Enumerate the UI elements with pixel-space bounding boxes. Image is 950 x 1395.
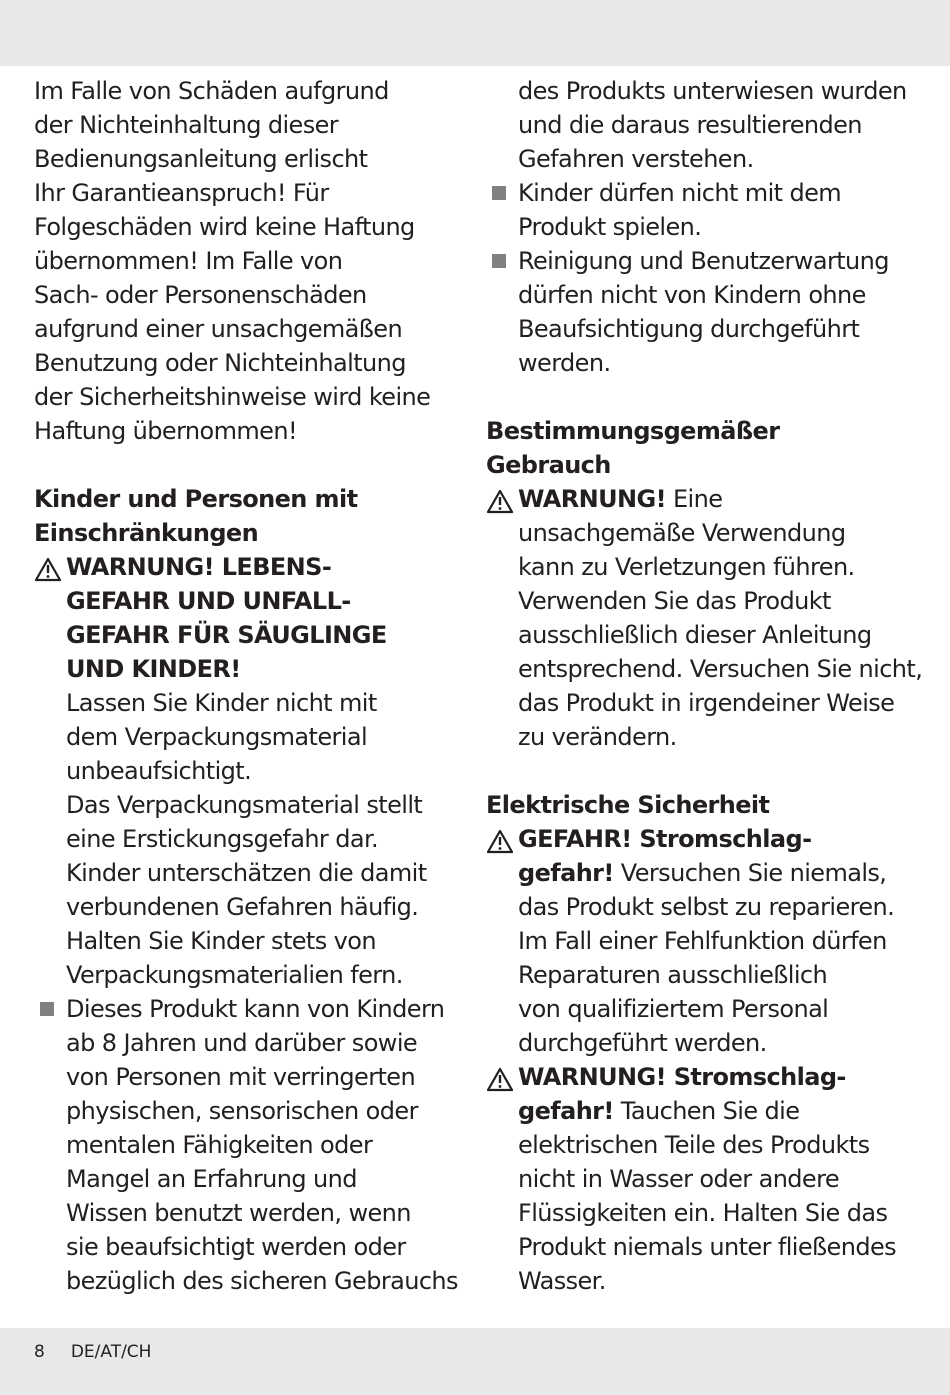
right-column [486, 74, 926, 1298]
danger-block-electric-shock: GEFAHR! Stromschlag- gefahr! Versuchen Sie niemals, das Produkt selbst zu reparieren. Im Fall einer Fehlfunktion dürfen Reparaturen ausschließlich von qualifiziertem Personal durchgeführt werden. [486, 822, 926, 1060]
language-codes: DE/AT/CH [70, 1342, 152, 1362]
section-heading-electrical-safety: Elektrische Sicherheit [486, 791, 770, 819]
warning-block-children: WARNUNG! LEBENS- GEFAHR UND UNFALL- GEFAHR FÜR SÄUGLINGE UND KINDER! Lassen Sie Kinder nicht mit dem Verpackungsmaterial unbeaufsichtigt. Das Verpackungsmaterial stellt eine Erstickungsgefahr dar. Kinder unterschätzen die damit verbundenen Gefahren häufig. Halten Sie Kinder stets von Verpackungsmaterialien fern. [34, 550, 474, 992]
bullet-item-supervision: Dieses Produkt kann von Kindern ab 8 Jahren und darüber sowie von Personen mit verringerten physischen, sensorischen oder mentalen Fähigkeiten oder Mangel an Erfahrung und Wissen benutzt werden, wenn sie beaufsichtigt werden oder bezüglich des sicheren Gebrauchs [34, 992, 474, 1298]
square-bullet-icon [40, 1002, 54, 1016]
warning-triangle-icon [486, 822, 514, 856]
warning-triangle-icon [486, 1060, 514, 1094]
bullet-continuation: des Produkts unterwiesen wurden und die daraus resultierenden Gefahren verstehen. [518, 77, 907, 173]
warning-triangle-icon [34, 550, 62, 584]
warning-triangle-icon [486, 482, 514, 516]
warning-block-electric-shock: WARNUNG! Stromschlag- gefahr! Tauchen Sie die elektrischen Teile des Produkts nicht in Wasser oder andere Flüssigkeiten ein. Halten Sie das Produkt niemals unter fließendes Wasser. [486, 1060, 926, 1298]
page-footer [34, 1342, 151, 1362]
header-band [0, 0, 950, 66]
section-heading-children: Kinder und Personen mit Einschränkungen [34, 485, 358, 547]
intro-paragraph: Im Falle von Schäden aufgrund der Nichteinhaltung dieser Bedienungsanleitung erlischt Ihr Garantieanspruch! Für Folgeschäden wird keine Haftung übernommen! Im Falle von Sach- oder Personenschäden aufgrund einer unsachgemäßen Benutzung oder Nichteinhaltung der Sicherheitshinweise wird keine Haftung übernommen! [34, 77, 431, 445]
left-column [34, 74, 474, 1298]
bullet-item-cleaning: Reinigung und Benutzerwartung dürfen nicht von Kindern ohne Beaufsichtigung durchgeführt werden. [486, 244, 926, 380]
warning-block-intended-use: WARNUNG! Eine unsachgemäße Verwendung kann zu Verletzungen führen. Verwenden Sie das Produkt ausschließlich dieser Anleitung entsprechend. Versuchen Sie nicht, das Produkt in irgendeiner Weise zu verändern. [486, 482, 926, 754]
square-bullet-icon [492, 186, 506, 200]
square-bullet-icon [492, 254, 506, 268]
section-heading-intended-use: Bestimmungsgemäßer Gebrauch [486, 417, 780, 479]
page-number: 8 [34, 1342, 45, 1362]
bullet-item-play: Kinder dürfen nicht mit dem Produkt spielen. [486, 176, 926, 244]
